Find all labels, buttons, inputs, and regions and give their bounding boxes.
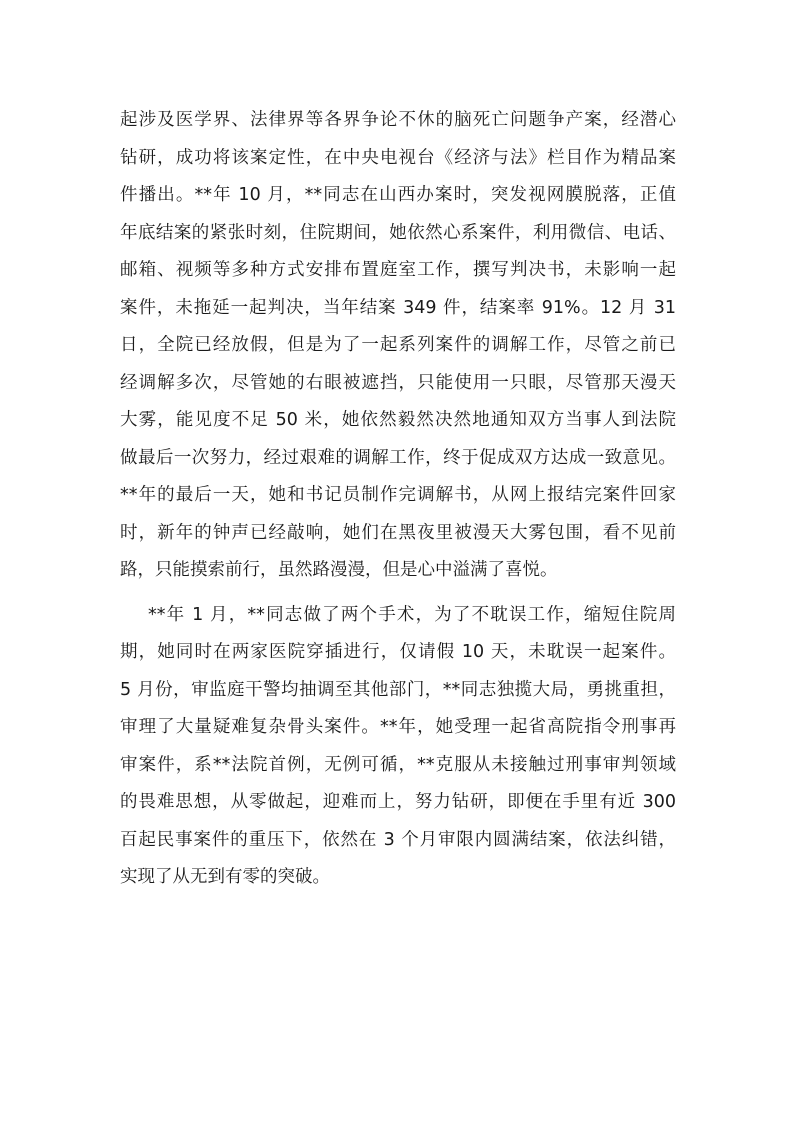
- text-line: 大雾，能见度不足 50 米，她依然毅然决然地通知双方当事人到法院: [120, 410, 676, 430]
- text-line: 件播出。**年 10 月，**同志在山西办案时，突发视网膜脱落，正值: [120, 185, 676, 205]
- text-line: **年 1 月，**同志做了两个手术，为了不耽误工作，缩短住院周: [148, 604, 676, 625]
- paragraph-1: [120, 102, 676, 590]
- text-line: 百起民事案件的重压下，依然在 3 个月审限内圆满结案，依法纠错，: [120, 829, 676, 850]
- text-line: 案件，未拖延一起判决，当年结案 349 件，结案率 91%。12 月 31: [120, 297, 676, 318]
- text-line: 期，她同时在两家医院穿插进行，仅请假 10 天，未耽误一起案件。: [120, 642, 676, 662]
- text-line: 时，新年的钟声已经敲响，她们在黑夜里被漫天大雾包围，看不见前: [120, 522, 676, 543]
- text-line: 经调解多次，尽管她的右眼被遮挡，只能使用一只眼，尽管那天漫天: [120, 372, 676, 393]
- text-line: 审案件，系**法院首例，无例可循，**克服从未接触过刑事审判领域: [120, 754, 676, 775]
- text-line: 年底结案的紧张时刻，住院期间，她依然心系案件，利用微信、电话、: [120, 222, 676, 243]
- text-line: 审理了大量疑难复杂骨头案件。**年，她受理一起省高院指令刑事再: [120, 717, 676, 737]
- text-line: 邮箱、视频等多种方式安排布置庭室工作，撰写判决书，未影响一起: [120, 260, 676, 280]
- text-line: 实现了从无到有零的突破。: [120, 867, 330, 887]
- text-line: 起涉及医学界、法律界等各界争论不休的脑死亡问题争产案，经潜心: [120, 110, 676, 130]
- text-line: **年的最后一天，她和书记员制作完调解书，从网上报结完案件回家: [120, 485, 676, 505]
- text-line: 的畏难思想，从零做起，迎难而上，努力钻研，即便在手里有近 300: [120, 792, 676, 812]
- text-line: 路，只能摸索前行，虽然路漫漫，但是心中溢满了喜悦。: [120, 560, 558, 580]
- text-line: 钻研，成功将该案定性，在中央电视台《经济与法》栏目作为精品案: [120, 147, 676, 168]
- body-text: [120, 102, 676, 897]
- paragraph-spacer: [120, 590, 676, 597]
- text-line: 5 月份，审监庭干警均抽调至其他部门，**同志独揽大局，勇挑重担，: [120, 679, 676, 700]
- paragraph-2: [120, 597, 676, 897]
- text-line: 日，全院已经放假，但是为了一起系列案件的调解工作，尽管之前已: [120, 335, 676, 355]
- text-line: 做最后一次努力，经过艰难的调解工作，终于促成双方达成一致意见。: [120, 447, 676, 468]
